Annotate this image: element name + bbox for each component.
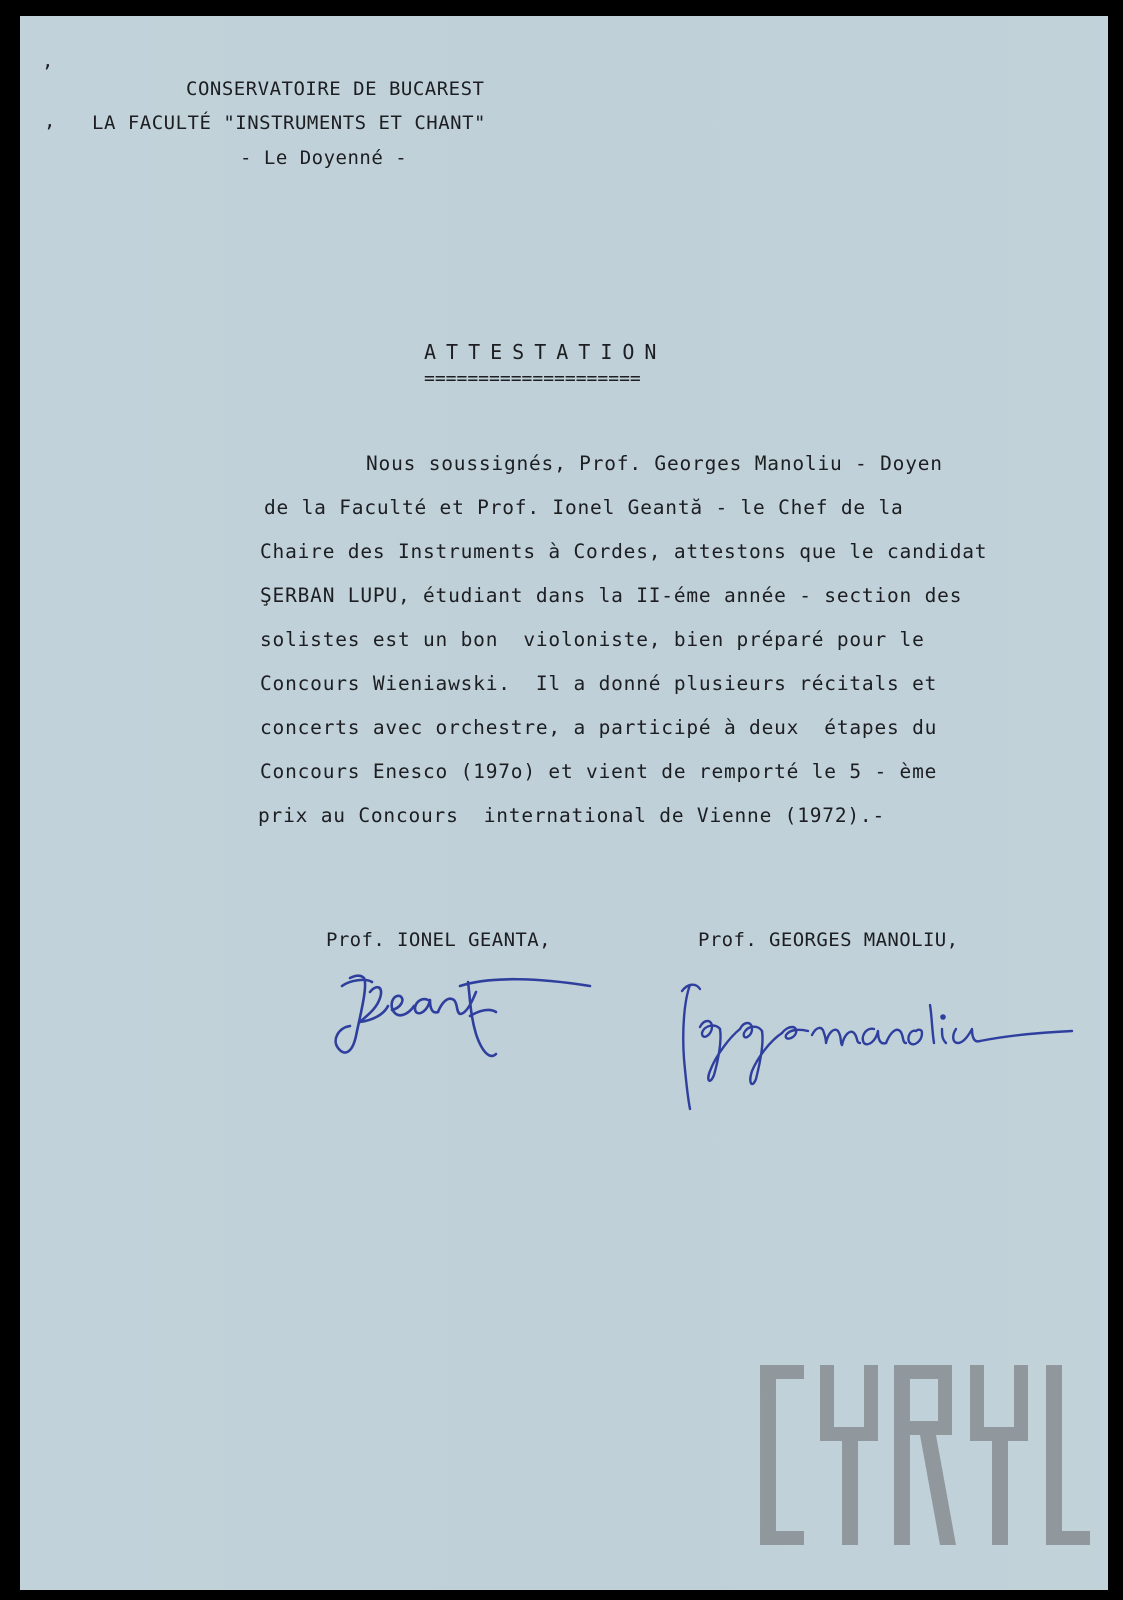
watermark-logo [760, 1365, 1090, 1550]
body-line-8: Concours Enesco (197o) et vient de remporté le 5 - ème [260, 760, 938, 783]
document-title: ATTESTATION [424, 340, 667, 364]
margin-mark: , [42, 50, 54, 72]
body-line-9: prix au Concours international de Vienne (1972).- [258, 804, 885, 827]
letterhead-line-1: CONSERVATOIRE DE BUCAREST [186, 78, 485, 100]
body-line-1: Nous soussignés, Prof. Georges Manoliu - Doyen [366, 452, 943, 475]
document-page [20, 16, 1108, 1590]
margin-mark: , [44, 110, 56, 132]
signatory-right-name: Prof. GEORGES MANOLIU, [698, 929, 959, 951]
signatory-left-name: Prof. IONEL GEANTA, [326, 929, 551, 951]
body-line-2: de la Faculté et Prof. Ionel Geantă - le Chef de la [264, 496, 904, 519]
letterhead-line-2: LA FACULTÉ "INSTRUMENTS ET CHANT" [92, 112, 486, 134]
body-line-5: solistes est un bon violoniste, bien préparé pour le [260, 628, 925, 651]
body-line-7: concerts avec orchestre, a participé à deux étapes du [260, 716, 938, 739]
body-line-6: Concours Wieniawski. Il a donné plusieurs récitals et [260, 672, 938, 695]
letterhead-line-3: - Le Doyenné - [240, 147, 408, 169]
body-line-3: Chaire des Instruments à Cordes, attestons que le candidat [260, 540, 988, 563]
signature-left [320, 956, 620, 1076]
signature-right [660, 971, 1080, 1121]
body-line-4: ŞERBAN LUPU, étudiant dans la II-éme année - section des [260, 584, 963, 607]
title-underline: ==================== [424, 368, 641, 389]
